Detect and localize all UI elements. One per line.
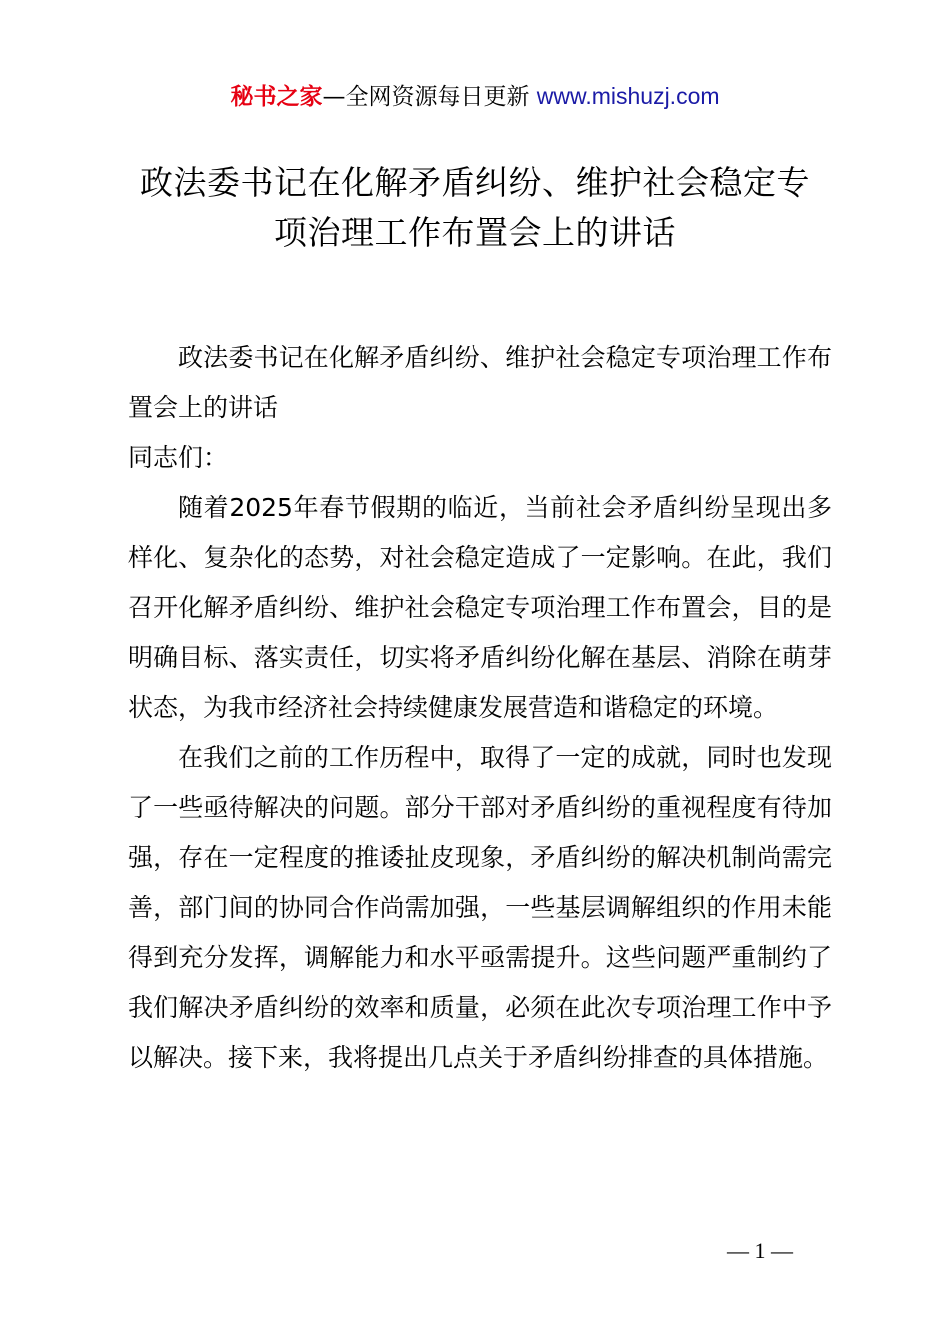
banner-tagline: —全网资源每日更新 [322, 84, 530, 110]
page-number: — 1 — [727, 1238, 793, 1263]
document-subtitle: 政法委书记在化解矛盾纠纷、维护社会稳定专项治理工作布置会上的讲话 [128, 343, 832, 422]
body-paragraph: 随着2025年春节假期的临近，当前社会矛盾纠纷呈现出多样化、复杂化的态势，对社会稳定造成了一定影响。在此，我们召开化解矛盾纠纷、维护社会稳定专项治理工作布置会，目的是明确目标、落实责任，切实将矛盾纠纷化解在基层、消除在萌芽状态，为我市经济社会持续健康发展营造和谐稳定的环境。 [128, 493, 832, 722]
title-line-2: 项治理工作布置会上的讲话 [274, 213, 676, 252]
document-body [128, 333, 832, 1083]
site-banner [0, 80, 950, 113]
salutation: 同志们： [128, 443, 229, 472]
brand-name: 秘书之家 [230, 84, 323, 110]
body-paragraph: 在我们之前的工作历程中，取得了一定的成就，同时也发现了一些亟待解决的问题。部分干部对矛盾纠纷的重视程度有待加强，存在一定程度的推诿扯皮现象，矛盾纠纷的解决机制尚需完善，部门间的协同合作尚需加强，一些基层调解组织的作用未能得到充分发挥，调解能力和水平亟需提升。这些问题严重制约了我们解决矛盾纠纷的效率和质量，必须在此次专项治理工作中予以解决。接下来，我将提出几点关于矛盾纠纷排查的具体措施。 [128, 743, 832, 1072]
title-line-1: 政法委书记在化解矛盾纠纷、维护社会稳定专 [140, 163, 810, 202]
document-title [110, 158, 840, 258]
site-url-link[interactable]: www.mishuzj.com [536, 83, 720, 109]
